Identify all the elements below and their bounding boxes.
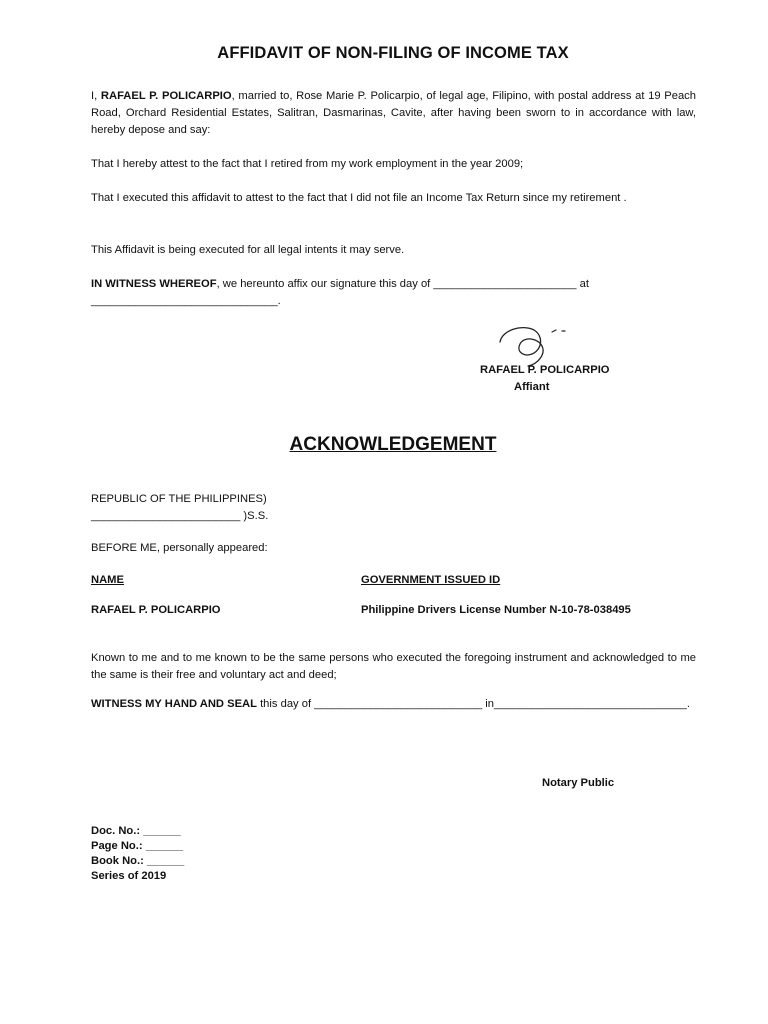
known-paragraph: Known to me and to me known to be the same persons who executed the foregoing instrument and acknowledged to me the same is their free and voluntary act and deed;: [91, 652, 696, 681]
retired-paragraph: That I hereby attest to the fact that I retired from my work employment in the year 2009;: [91, 158, 524, 170]
legal-intents-paragraph: This Affidavit is being executed for all legal intents it may serve.: [91, 244, 405, 256]
doc-no-line: Doc. No.: ______: [91, 825, 181, 837]
table-row-id: Philippine Drivers License Number N-10-78-038495: [361, 604, 631, 616]
signatory-role: Affiant: [514, 381, 550, 393]
intro-rest: , married to, Rose Marie P. Policarpio, of legal age, Filipino, with postal address at 19 Peach Road, Orchard Residential Estates, Salitran, Dasmarinas, Cavite, after having been sworn to in accordance with law, hereby depose and say:: [91, 90, 696, 136]
id-column-header: GOVERNMENT ISSUED ID: [361, 574, 501, 586]
affiant-signature: [492, 320, 572, 368]
witness-whereof-lead: IN WITNESS WHEREOF: [91, 278, 217, 290]
republic-line: REPUBLIC OF THE PHILIPPINES): [91, 493, 267, 505]
page-no-line: Page No.: ______: [91, 840, 184, 852]
document-title: AFFIDAVIT OF NON-FILING OF INCOME TAX: [217, 44, 569, 62]
intro-paragraph: [91, 88, 696, 139]
witness-place-line: ______________________________.: [91, 295, 281, 307]
witness-whereof-paragraph: [91, 276, 696, 293]
signatory-name: RAFAEL P. POLICARPIO: [480, 364, 610, 376]
before-me-line: BEFORE ME, personally appeared:: [91, 542, 268, 554]
witness-hand-lead: WITNESS MY HAND AND SEAL: [91, 698, 257, 710]
witness-hand-paragraph: [91, 696, 690, 713]
witness-whereof-rest: , we hereunto affix our signature this day of _______________________ at: [216, 278, 589, 290]
executed-paragraph: That I executed this affidavit to attest to the fact that I did not file an Income Tax Return since my retirement .: [91, 192, 627, 204]
table-row-name: RAFAEL P. POLICARPIO: [91, 604, 221, 616]
affiant-name: RAFAEL P. POLICARPIO: [100, 90, 232, 102]
ss-line: ________________________ )S.S.: [91, 510, 269, 522]
witness-hand-rest: this day of ___________________________ in_______________________________.: [256, 698, 690, 710]
intro-prefix: I,: [91, 90, 101, 102]
acknowledgement-title: ACKNOWLEDGEMENT: [289, 434, 497, 455]
series-line: Series of 2019: [91, 870, 167, 882]
notary-public-label: Notary Public: [542, 777, 615, 789]
name-column-header: NAME: [91, 574, 124, 586]
book-no-line: Book No.: ______: [91, 855, 185, 867]
